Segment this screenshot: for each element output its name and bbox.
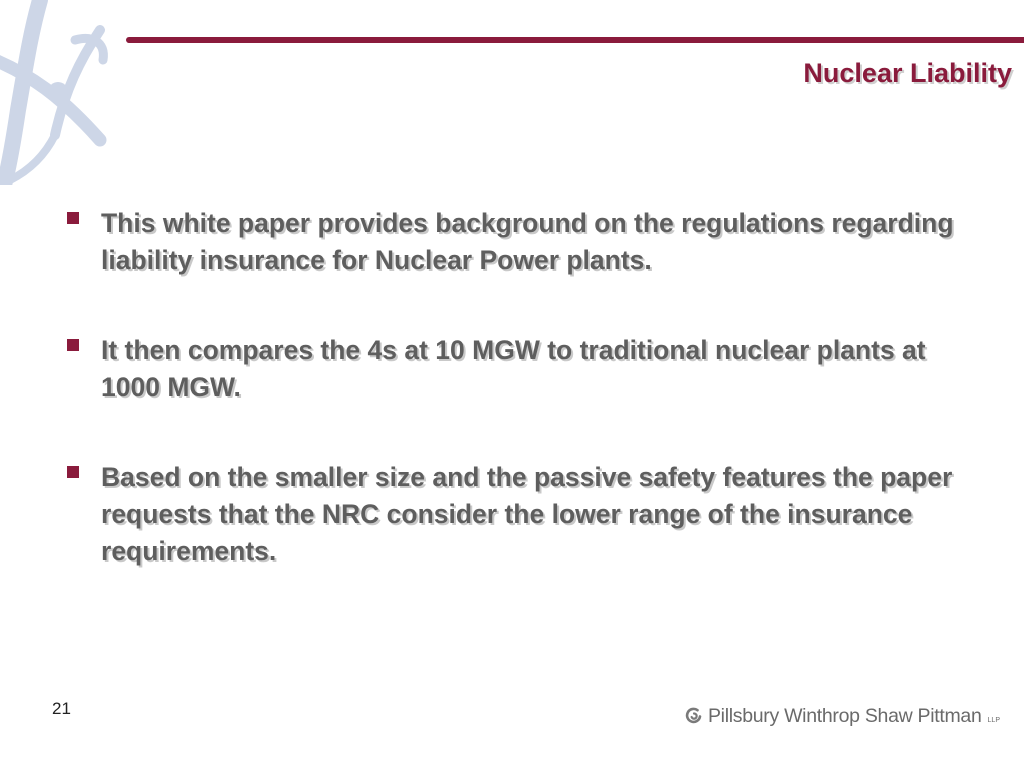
page-title: Nuclear Liability xyxy=(803,58,1012,88)
swirl-logo-icon xyxy=(685,707,703,725)
page-number: 21 xyxy=(52,699,71,718)
firm-logo xyxy=(685,704,1000,728)
title-divider xyxy=(126,37,1024,43)
firm-suffix: LLP xyxy=(987,717,1000,724)
square-bullet-icon xyxy=(67,212,79,224)
bullet-text: It then compares the 4s at 10 MGW to traditional nuclear plants at 1000 MGW. xyxy=(101,335,926,402)
list-item xyxy=(62,332,972,406)
firm-name: Pillsbury Winthrop Shaw Pittman xyxy=(707,704,982,727)
bullet-list xyxy=(62,205,972,570)
bullet-text: This white paper provides background on the regulations regarding liability insurance for Nuclear Power plants. xyxy=(101,208,954,275)
atom-logo-icon xyxy=(0,0,120,185)
square-bullet-icon xyxy=(67,466,79,478)
list-item xyxy=(62,459,972,570)
list-item xyxy=(62,205,972,279)
square-bullet-icon xyxy=(67,339,79,351)
bullet-text: Based on the smaller size and the passive safety features the paper requests that the NRC consider the lower range of the insurance requirements. xyxy=(101,462,953,566)
